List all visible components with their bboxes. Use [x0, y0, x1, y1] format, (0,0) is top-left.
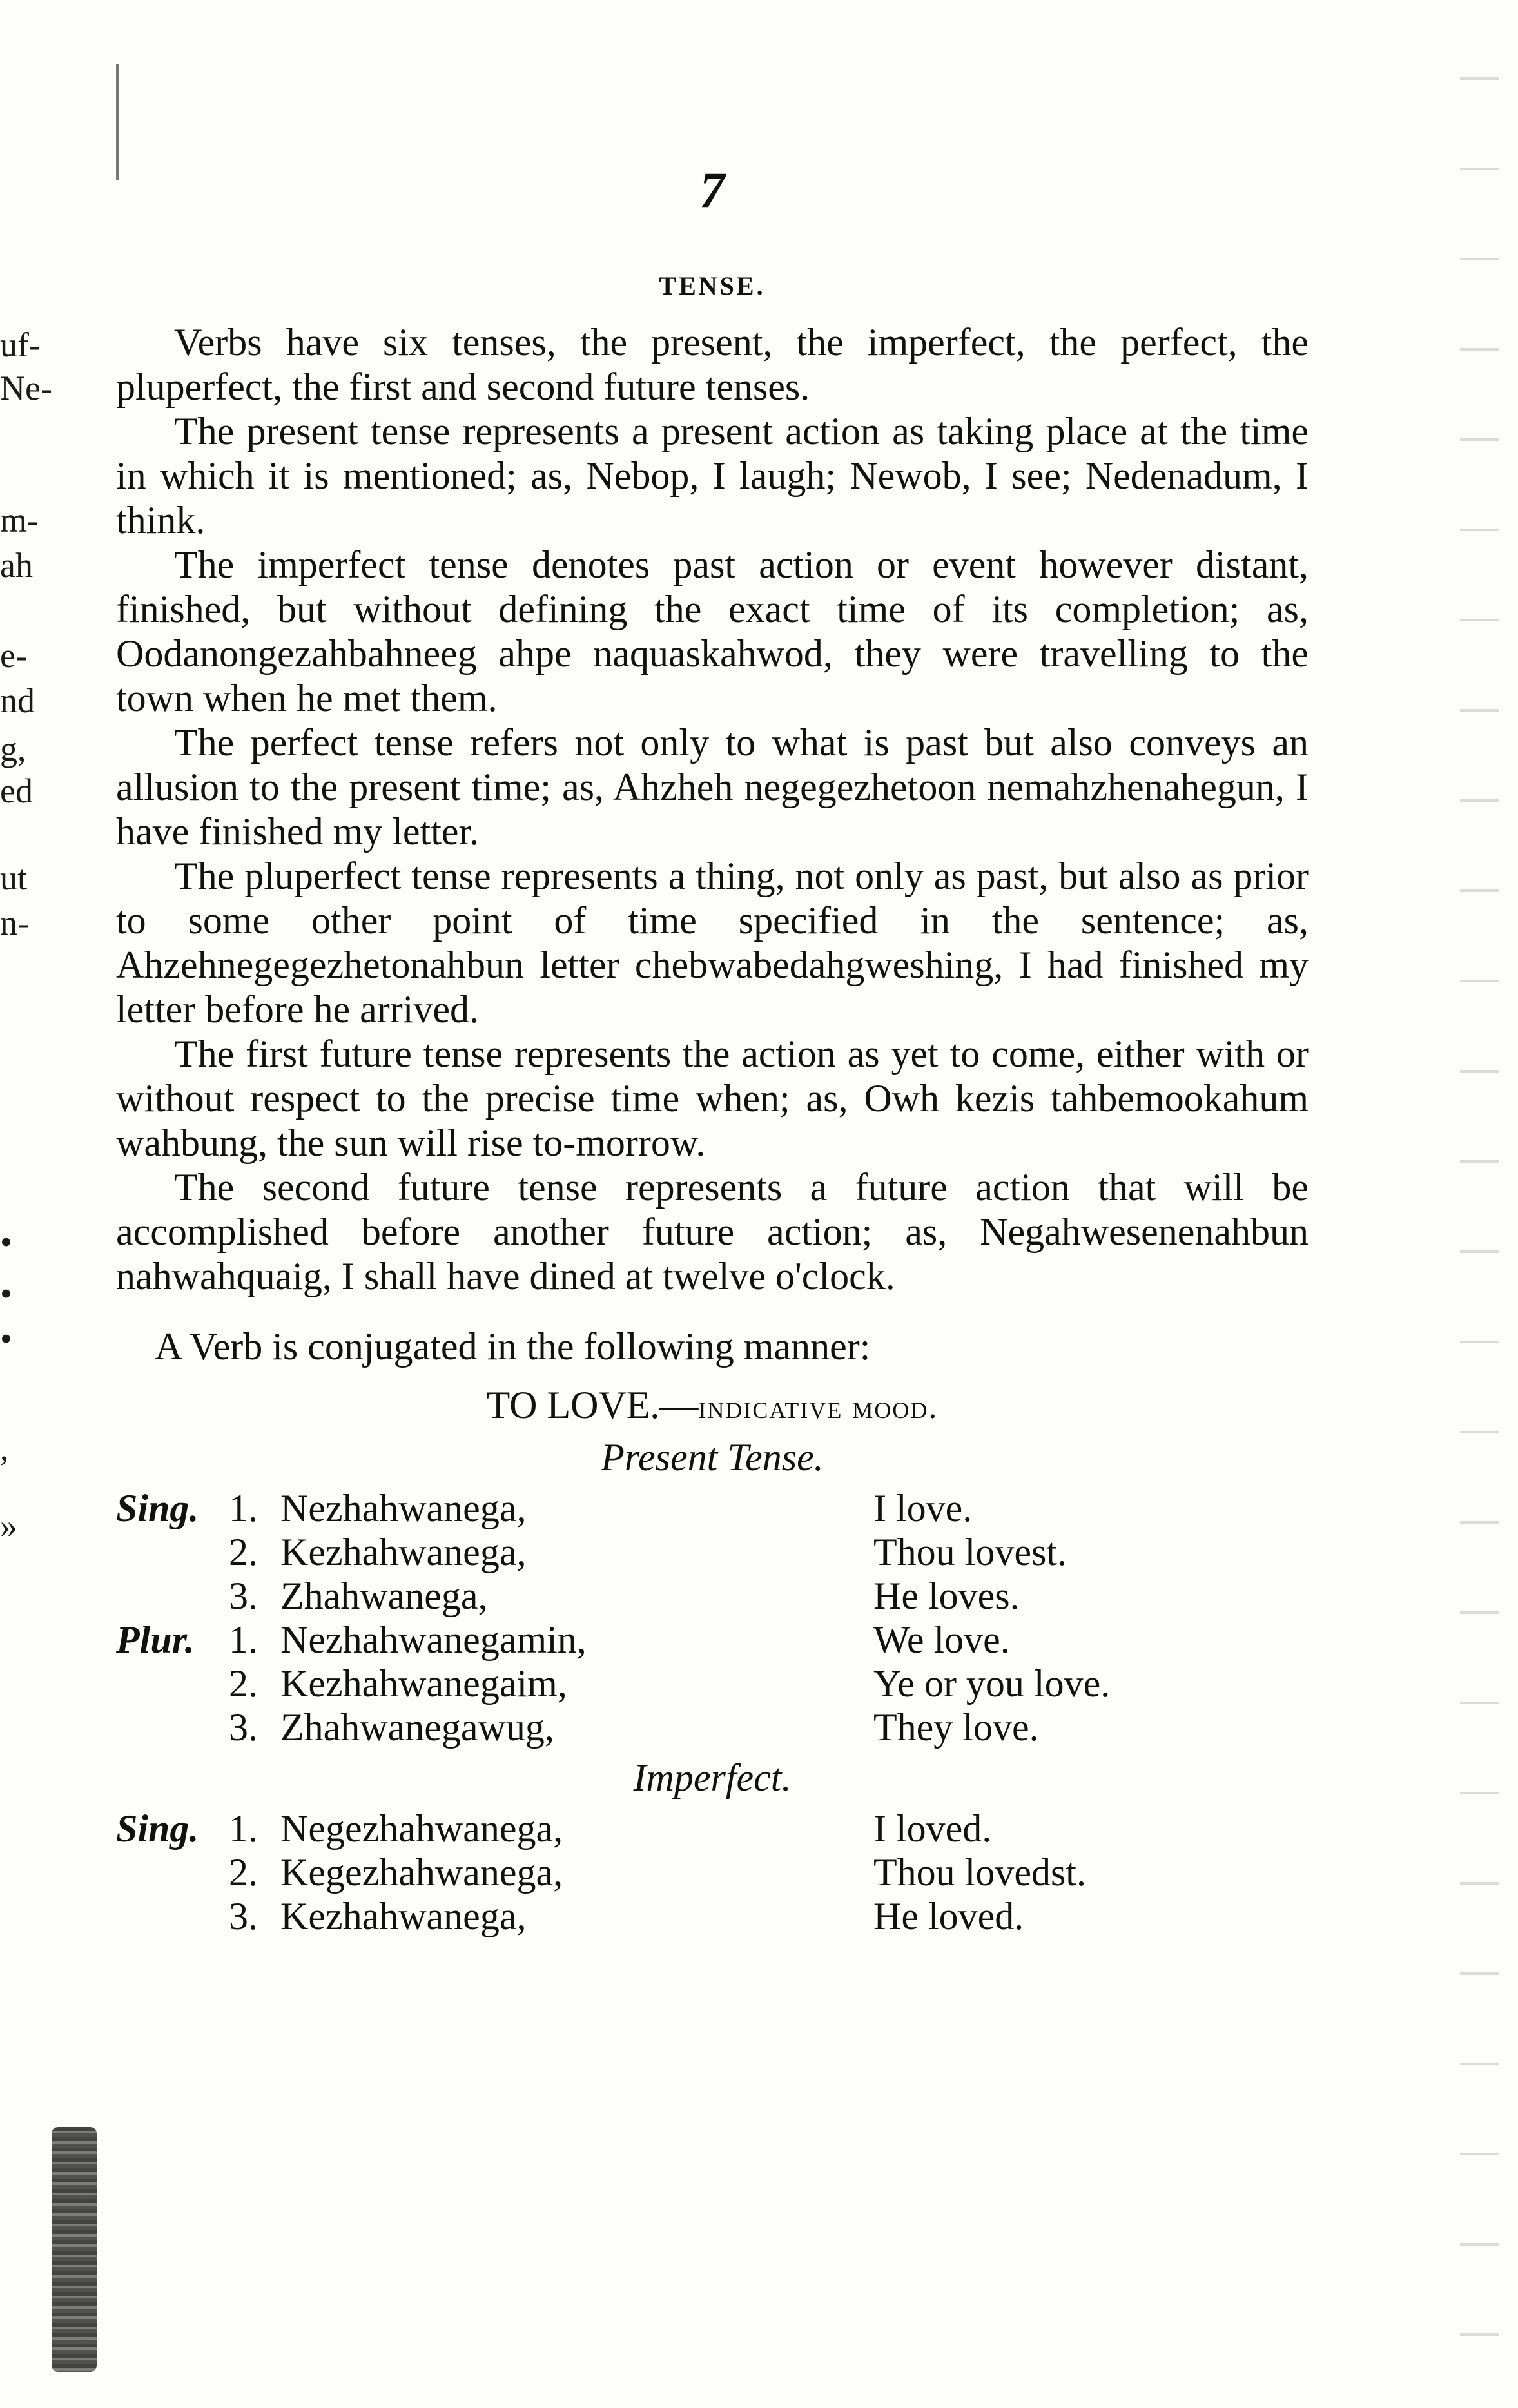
- table-row: [116, 1574, 1110, 1618]
- margin-fragment: •: [0, 1223, 12, 1261]
- paragraph: The perfect tense refers not only to what is past but also conveys an allusion to the present time; as, Ahzheh negegezhetoon nemahzhenahegun, I have finished my letter.: [116, 721, 1309, 853]
- imperfect-tense-table: [116, 1807, 1086, 1938]
- native-form: Nezhahwanegamin,: [280, 1618, 587, 1661]
- person-number: 1.: [229, 1487, 258, 1529]
- number-label: [116, 1662, 229, 1705]
- margin-fragment: m-: [0, 501, 39, 539]
- margin-fragment: uf-: [0, 325, 41, 364]
- margin-fragment: e-: [0, 636, 27, 675]
- margin-fragment: nd: [0, 681, 35, 720]
- number-label: Sing.: [116, 1807, 199, 1850]
- table-row: [116, 1662, 1110, 1705]
- english-gloss: Ye or you love.: [873, 1662, 1111, 1705]
- native-form: Zhahwanegawug,: [280, 1706, 554, 1749]
- margin-fragment: g,: [0, 730, 26, 768]
- paragraph: The pluperfect tense represents a thing, not only as past, but also as prior to some other point of time specified in the sentence; as, Ahzehnegegezhetonahbun letter chebwabedahgweshing, I had finished my letter before he arrived.: [116, 855, 1309, 1031]
- margin-fragment: ,: [0, 1429, 9, 1468]
- paragraph: The second future tense represents a future action that will be accomplished before another future action; as, Negahwesenenahbun nahwahquaig, I shall have dined at twelve o'clock.: [116, 1166, 1309, 1297]
- number-label: [116, 1530, 229, 1574]
- margin-fragment: •: [0, 1319, 12, 1358]
- paragraph: Verbs have six tenses, the present, the imperfect, the perfect, the pluperfect, the first and second future tenses.: [116, 321, 1309, 408]
- margin-fragment: ut: [0, 859, 28, 897]
- person-number: 3.: [229, 1895, 258, 1937]
- native-form: Kezhahwanegaim,: [280, 1662, 567, 1705]
- margin-fragment: Ne-: [0, 369, 52, 407]
- english-gloss: We love.: [873, 1618, 1010, 1661]
- imperfect-heading: Imperfect.: [633, 1756, 792, 1799]
- present-tense-heading: Present Tense.: [601, 1436, 824, 1479]
- english-gloss: I love.: [873, 1487, 973, 1529]
- table-row: [116, 1486, 1110, 1530]
- table-row: [116, 1705, 1110, 1749]
- person-number: 2.: [229, 1531, 258, 1573]
- native-form: Kegezhahwanega,: [280, 1851, 563, 1894]
- conjugation-verb: TO LOVE.—: [486, 1384, 699, 1426]
- english-gloss: He loved.: [873, 1895, 1024, 1937]
- section-heading: TENSE.: [659, 271, 766, 300]
- native-form: Zhahwanega,: [280, 1575, 488, 1617]
- margin-fragment: ah: [0, 546, 33, 585]
- native-form: Kezhahwanega,: [280, 1895, 527, 1937]
- page-number: 7: [699, 162, 725, 218]
- person-number: 2.: [229, 1662, 258, 1705]
- conjugation-mood: indicative mood.: [698, 1389, 939, 1426]
- paragraph: The imperfect tense denotes past action or event however distant, finished, but without defining the exact time of its completion; as, Oodanongezahbahneeg ahpe naquaskahwod, they were travelling to the town when he met them.: [116, 543, 1309, 719]
- book-page: [116, 161, 1309, 1938]
- person-number: 3.: [229, 1575, 258, 1617]
- table-row: [116, 1530, 1110, 1574]
- person-number: 3.: [229, 1706, 258, 1749]
- binding-edge: [52, 2127, 97, 2372]
- native-form: Negezhahwanega,: [280, 1807, 563, 1850]
- table-row: [116, 1894, 1086, 1938]
- person-number: 2.: [229, 1851, 258, 1894]
- english-gloss: I loved.: [873, 1807, 992, 1850]
- number-label: [116, 1705, 229, 1749]
- right-edge-speckle: [1460, 39, 1499, 2359]
- paragraph: The present tense represents a present action as taking place at the time in which it is mentioned; as, Nebop, I laugh; Newob, I see; Nedenadum, I think.: [116, 410, 1309, 541]
- number-label: [116, 1850, 229, 1894]
- number-label: [116, 1574, 229, 1618]
- person-number: 1.: [229, 1618, 258, 1661]
- present-tense-table: [116, 1486, 1110, 1749]
- margin-fragment: »: [0, 1506, 17, 1545]
- left-margin-bleed: [0, 0, 122, 2408]
- table-row: [116, 1618, 1110, 1662]
- conjugation-intro: A Verb is conjugated in the following manner:: [155, 1325, 871, 1368]
- margin-fragment: •: [0, 1274, 12, 1313]
- english-gloss: Thou lovest.: [873, 1531, 1067, 1573]
- english-gloss: They love.: [873, 1706, 1039, 1749]
- table-row: [116, 1850, 1086, 1894]
- english-gloss: He loves.: [873, 1575, 1020, 1617]
- margin-fragment: ed: [0, 772, 33, 810]
- number-label: [116, 1894, 229, 1938]
- native-form: Kezhahwanega,: [280, 1531, 527, 1573]
- number-label: Plur.: [116, 1618, 195, 1661]
- number-label: Sing.: [116, 1487, 199, 1529]
- native-form: Nezhahwanega,: [280, 1487, 527, 1529]
- margin-fragment: n-: [0, 904, 29, 942]
- english-gloss: Thou lovedst.: [873, 1851, 1086, 1894]
- person-number: 1.: [229, 1807, 258, 1850]
- paragraph: The first future tense represents the action as yet to come, either with or without respect to the precise time when; as, Owh kezis tahbemookahum wahbung, the sun will rise to-morrow.: [116, 1033, 1309, 1164]
- conjugation-title: [116, 1383, 1309, 1428]
- table-row: [116, 1807, 1086, 1850]
